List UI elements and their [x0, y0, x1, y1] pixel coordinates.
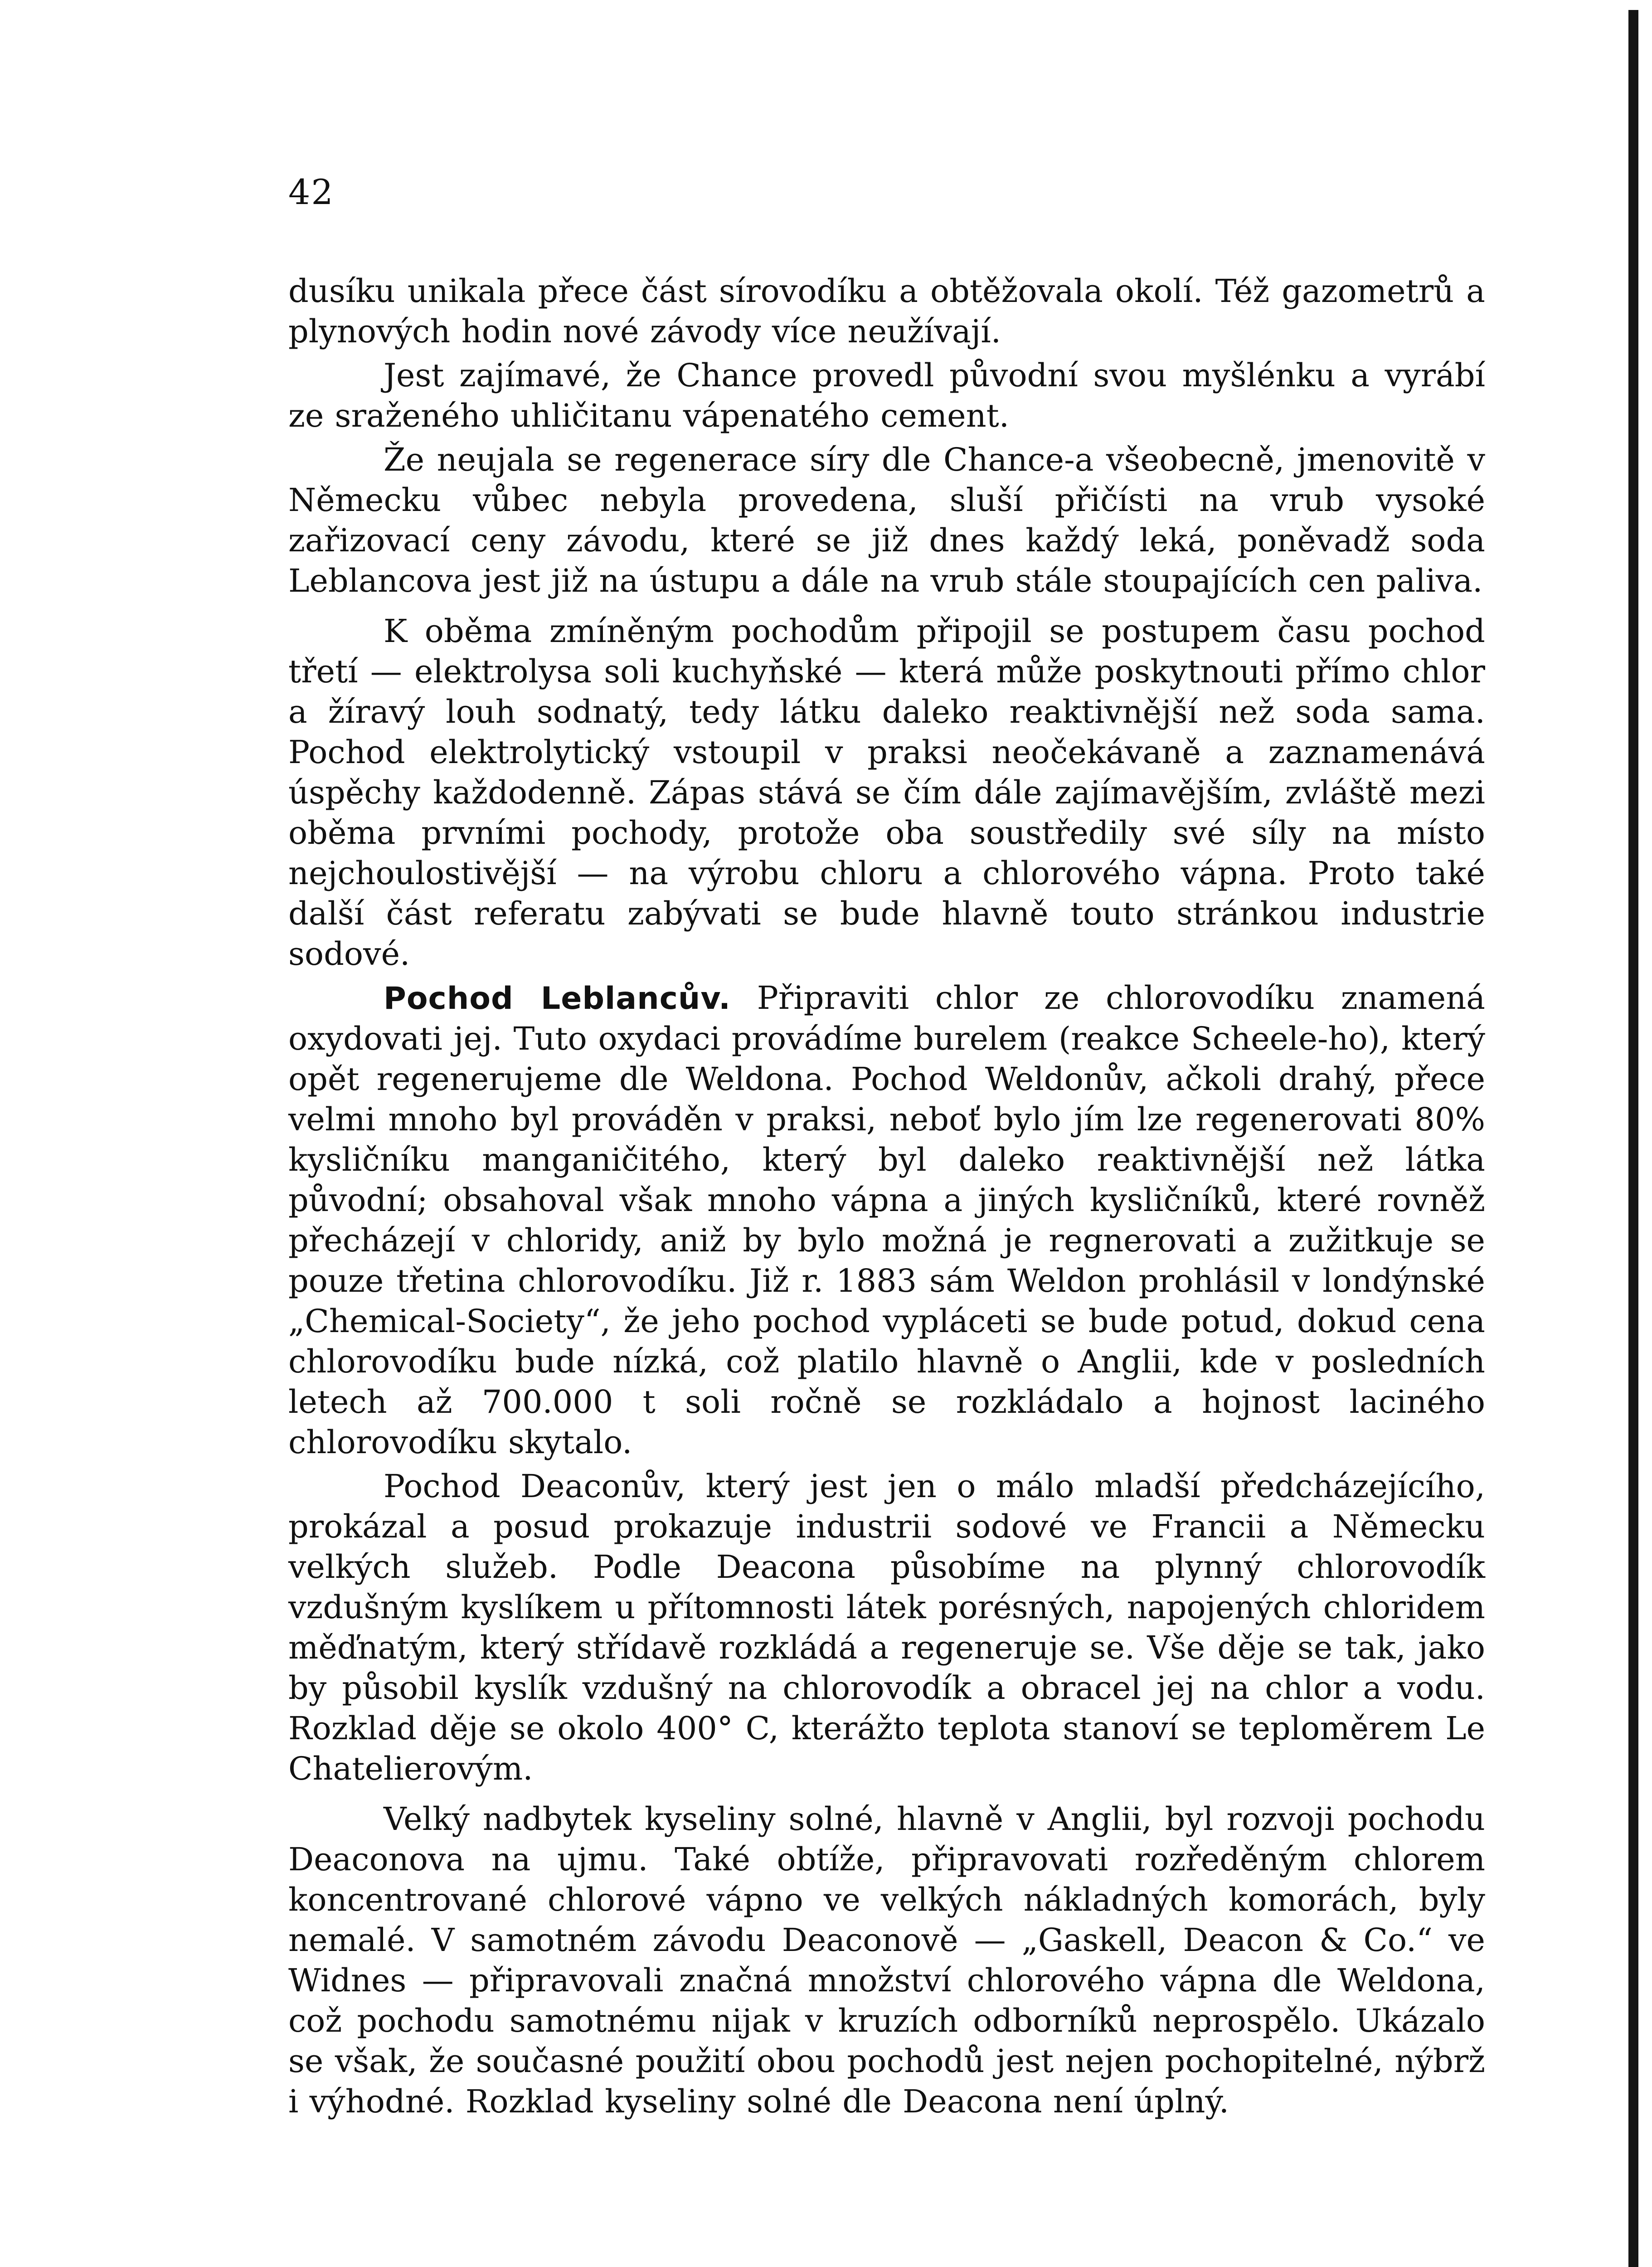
paragraph-leblanc-process [288, 978, 1485, 1463]
paragraph-hydrochloric-acid-surplus: Velký nadbytek kyseliny solné, hlavně v Anglii, byl rozvoji pochodu Deaconova na ujmu. Také obtíže, připravovati rozředěným chlorem koncentrované chlorové vápno ve velkých nákladných komorách, byly nemalé. V samotném závodu Deaconově — „Gaskell, Deacon & Co.“ ve Widnes — připravovali značná množství chlorového vápna dle Weldona, což pochodu samotnému nijak v kruzích odborníků neprospělo. Ukázalo se však, že současné použití obou pochodů jest nejen pochopitelné, nýbrž i výhodné. Rozklad kyseliny solné dle Deacona není úplný. [288, 1800, 1485, 2120]
paragraph-chance-cement: Jest zajímavé, že Chance provedl původní svou myšlénku a vyrábí ze sraženého uhličitanu vápenatého cement. [288, 357, 1485, 434]
paragraph-electrolysis: K oběma zmíněným pochodům připojil se postupem času pochod třetí — elektrolysa soli kuchyňské — která může poskytnouti přímo chlor a žíravý louh sodnatý, tedy látku daleko reaktivnější než soda sama. Pochod elektrolytický vstoupil v praksi neočekávaně a zaznamenává úspěchy každodenně. Zápas stává se čím dále zajímavějším, zvláště mezi oběma prvními pochody, protože oba soustředily své síly na místo nejchoulostivější — na výrobu chloru a chlorového vápna. Proto také další část referatu zabývati se bude hlavně touto stránkou industrie sodové. [288, 613, 1485, 973]
paragraph-deacon-process: Pochod Deaconův, který jest jen o málo mladší předcházejícího, prokázal a posud prokazuje industrii sodové ve Francii a Německu velkých služeb. Podle Deacona působíme na plynný chlorovodík vzdušným kyslíkem u přítomnosti látek porésných, napojených chloridem měďnatým, který střídavě rozkládá a regeneruje se. Vše děje se tak, jako by působil kyslík vzdušný na chlorovodík a obracel jej na chlor a vodu. Rozklad děje se okolo 400° C, kterážto teplota stanoví se teploměrem Le Chatelierovým. [288, 1468, 1485, 1787]
page-number: 42 [288, 172, 334, 212]
section-heading-leblanc: Pochod Leblancův. [384, 981, 731, 1017]
text-body [288, 271, 1485, 2122]
paragraph-sulfur-regeneration: Že neujala se regenerace síry dle Chance-a všeobecně, jmenovitě v Německu vůbec nebyla provedena, sluší přičísti na vrub vysoké zařizovací ceny závodu, které se již dnes každý leká, poněvadž soda Leblancova jest již na ústupu a dále na vrub stále stoupajících cen paliva. [288, 441, 1485, 599]
paragraph-continuation: dusíku unikala přece část sírovodíku a obtěžovala okolí. Též gazometrů a plynových hodin nové závody více neužívají. [288, 272, 1485, 350]
paragraph-leblanc-text: Připraviti chlor ze chlorovodíku znamená oxydovati jej. Tuto oxydaci provádíme burelem (reakce Scheele-ho), který opět regenerujeme dle Weldona. Pochod Weldonův, ačkoli drahý, přece velmi mnoho byl prováděn v praksi, neboť bylo jím lze regenerovati 80% kysličníku manganičitého, který byl daleko reaktivnější než látka původní; obsahoval však mnoho vápna a jiných kysličníků, které rovněž přecházejí v chloridy, aniž by bylo možná je regnerovati a zužitkuje se pouze třetina chlorovodíku. Již r. 1883 sám Weldon prohlásil v londýnské „Chemical-Society“, že jeho pochod vypláceti se bude potud, dokud cena chlorovodíku bude nízká, což platilo hlavně o Anglii, kde v posledních letech až 700.000 t soli ročně se rozkládalo a hojnost laciného chlorovodíku skytalo. [288, 979, 1486, 1461]
